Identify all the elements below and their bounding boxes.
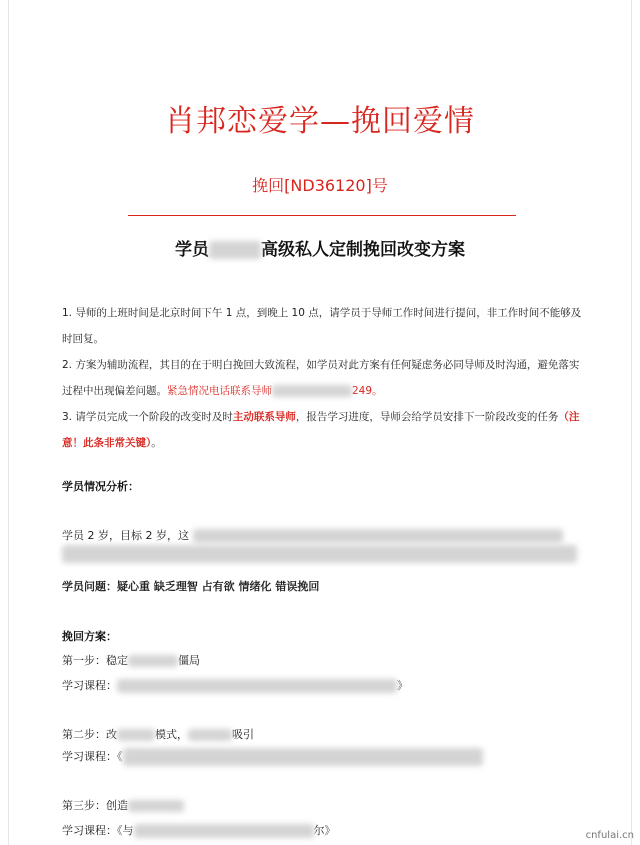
note-3	[62, 404, 582, 456]
note-1-text: 1. 导师的上班时间是北京时间下午 1 点，到晚上 10 点，请学员于导师工作时间进行提问，非工作时间不能够及时回复。	[62, 307, 582, 345]
note-2-phone-end: 249。	[352, 385, 383, 397]
step-3	[62, 797, 184, 813]
step-2-suffix: 吸引	[232, 728, 254, 741]
student-age: 学员 2	[62, 529, 95, 542]
note-2	[62, 352, 582, 404]
step-2-prefix: 第二步：改	[62, 728, 117, 741]
note-2-emergency-label: 紧急情况电话联系导师	[167, 385, 272, 397]
step-1	[62, 652, 200, 668]
course-2-label: 学习课程：	[62, 750, 117, 763]
notes-list	[62, 300, 582, 456]
redacted-course-1	[117, 679, 397, 693]
note-3-text2: ，报告学习进度，导师会给学员安排下一阶段改变的任务	[295, 411, 559, 423]
subtitle-suffix: 高级私人定制挽回改变方案	[261, 240, 465, 260]
redacted-step-2b	[188, 729, 232, 741]
analysis-line-1	[62, 527, 563, 543]
redacted-phone	[272, 385, 352, 397]
redacted-course-2	[123, 748, 483, 766]
course-3-label: 学习课程：	[62, 824, 117, 837]
course-3-end: 尔》	[313, 824, 336, 837]
course-1-label: 学习课程：	[62, 679, 117, 692]
redacted-name	[209, 241, 261, 259]
document-number: 挽回[ND36120]号	[252, 176, 388, 195]
student-problems	[62, 578, 319, 594]
subtitle-prefix: 学员	[175, 240, 209, 260]
site-watermark: cnfulai.cn	[585, 830, 634, 841]
title-divider	[128, 215, 516, 216]
redacted-step-2a	[117, 729, 155, 741]
plan-heading: 挽回方案：	[62, 630, 117, 643]
course-2-start: 《	[117, 750, 123, 763]
plan-subtitle	[0, 235, 640, 260]
problems-list: 疑心重 缺乏理智 占有欲 情绪化 错误挽回	[117, 580, 320, 593]
step-3-prefix: 第三步：创造	[62, 799, 128, 812]
note-3-warning: （注意！此条非常关键）	[62, 411, 580, 449]
course-2	[62, 748, 483, 766]
note-2-text: 2. 方案为辅助流程，其目的在于明白挽回大致流程，如学员对此方案有任何疑虑务必同导师及时沟通，避免落实过程中出现偏差问题。	[62, 359, 580, 397]
analysis-heading: 学员情况分析：	[62, 480, 139, 493]
step-2-mid: 模式，	[155, 728, 188, 741]
problems-label: 学员问题：	[62, 580, 117, 593]
redacted-analysis-2	[62, 545, 577, 563]
note-3-end: 。	[151, 437, 162, 449]
step-2	[62, 726, 254, 742]
step-1-prefix: 第一步：稳定	[62, 654, 128, 667]
redacted-step-1	[128, 655, 178, 667]
redacted-course-3	[134, 824, 314, 838]
redacted-step-3	[128, 800, 184, 812]
step-1-suffix: 僵局	[178, 654, 200, 667]
document-title: 肖邦恋爱学—挽回爱情	[165, 104, 475, 139]
note-3-text: 3. 请学员完成一个阶段的改变时及时	[62, 411, 233, 423]
course-1	[62, 677, 408, 693]
target-age: 岁，目标 2	[98, 529, 153, 542]
course-3-start: 《与	[117, 824, 134, 837]
analysis-line-2	[62, 545, 577, 563]
redacted-analysis-1	[193, 529, 563, 543]
note-3-contact-mentor: 主动联系导师	[232, 411, 296, 423]
note-1	[62, 300, 582, 352]
course-3	[62, 822, 336, 838]
analysis-text-start: 岁，这	[156, 529, 189, 542]
course-1-end: 》	[397, 679, 408, 692]
